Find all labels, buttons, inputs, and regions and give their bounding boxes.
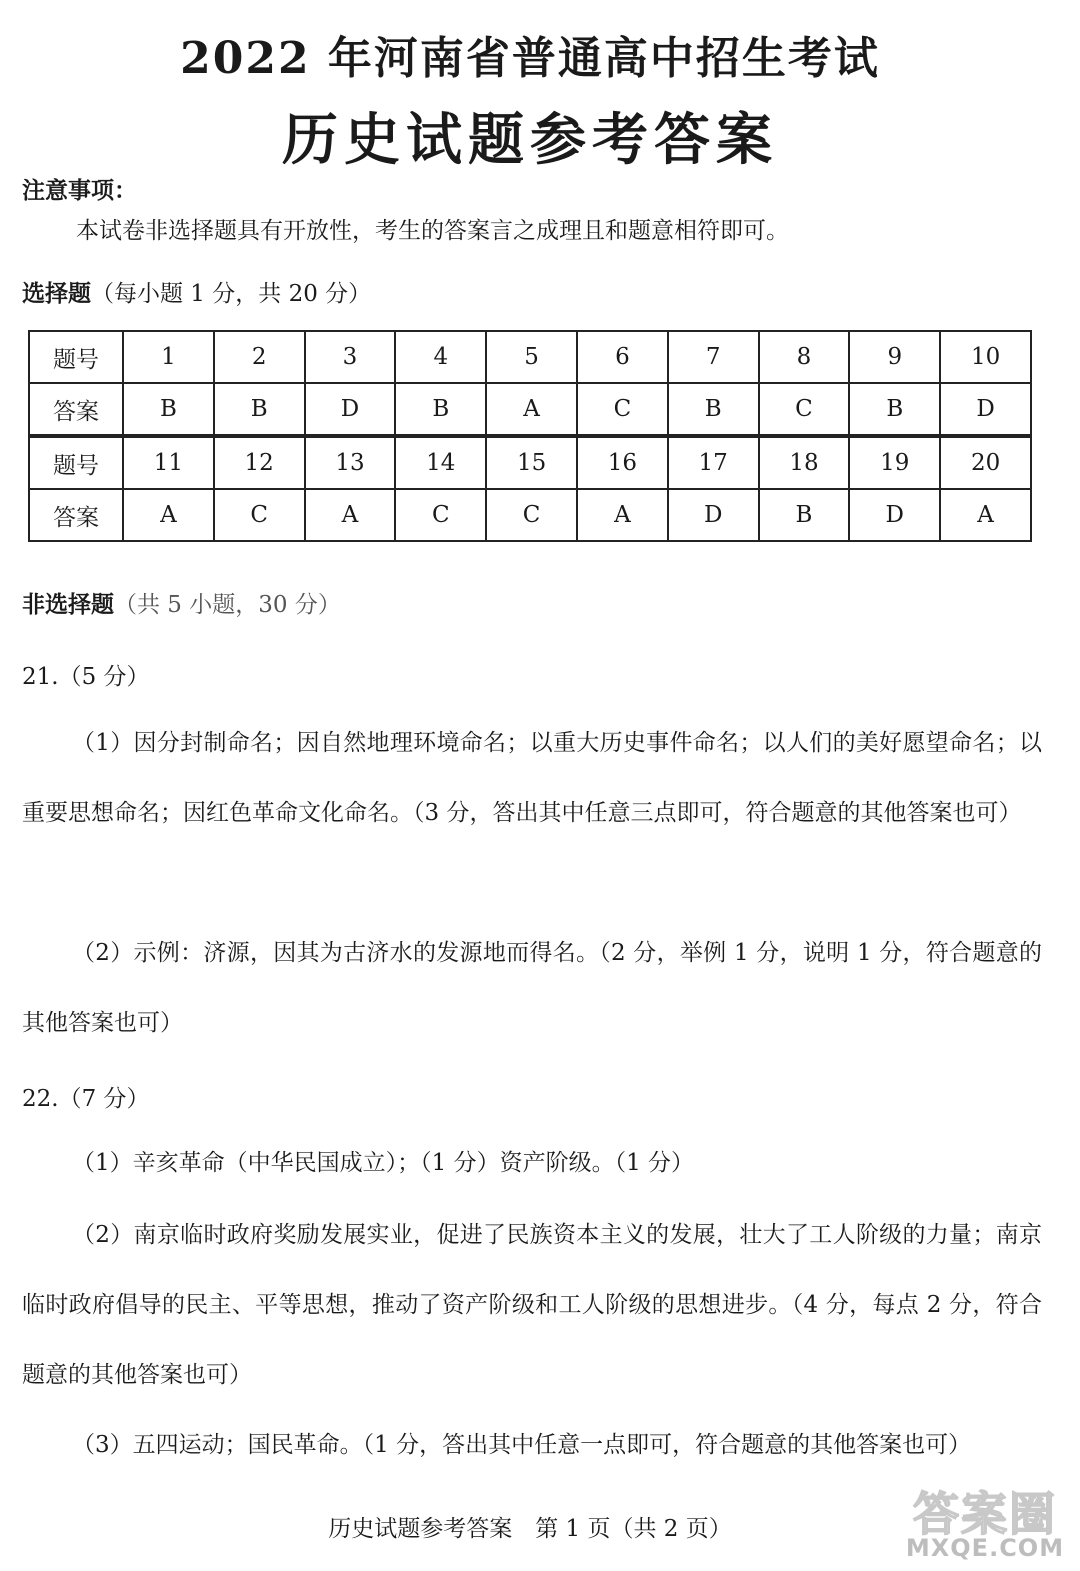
table-cell: A (486, 383, 577, 436)
table-row-answers-2 (29, 489, 1031, 541)
table-cell: B (123, 383, 214, 436)
table-cell: D (940, 383, 1031, 436)
table-cell: 12 (214, 436, 305, 489)
document-title: 历史试题参考答案 (282, 107, 778, 173)
table-cell: A (577, 489, 668, 541)
notice-heading: 注意事项： (22, 177, 137, 204)
nonchoice-section-title: 非选择题 (22, 591, 114, 618)
nonchoice-section-heading (22, 586, 341, 619)
table-cell: A (123, 489, 214, 541)
question-21-number: 21.（5 分） (22, 664, 150, 690)
answer-table (28, 330, 1032, 542)
row-label-answer: 答案 (29, 489, 123, 541)
exam-title: 2022 年河南省普通高中招生考试 (180, 33, 880, 84)
table-cell: D (668, 489, 759, 541)
choice-section-heading (22, 275, 371, 308)
table-cell: 13 (305, 436, 396, 489)
table-row-questions-2 (29, 436, 1031, 489)
question-22-part-1: （1）辛亥革命（中华民国成立）；（1 分）资产阶级。（1 分） (72, 1150, 695, 1176)
question-22-part-2: （2）南京临时政府奖励发展实业，促进了民族资本主义的发展，壮大了工人阶级的力量；南京临时政府倡导的民主、平等思想，推动了资产阶级和工人阶级的思想进步。（4 分，每点 2 分，符合题意的其他答案也可） (22, 1222, 1042, 1388)
table-cell: 11 (123, 436, 214, 489)
choice-section-note: （每小题 1 分，共 20 分） (91, 281, 372, 307)
table-cell: 3 (305, 331, 396, 383)
table-cell: B (668, 383, 759, 436)
table-cell: 15 (486, 436, 577, 489)
table-cell: 20 (940, 436, 1031, 489)
table-cell: B (759, 489, 850, 541)
table-cell: 6 (577, 331, 668, 383)
watermark-url: MXQE.COM (905, 1534, 1065, 1562)
table-cell: 16 (577, 436, 668, 489)
table-cell: B (849, 383, 940, 436)
watermark-logo (900, 1478, 1070, 1566)
table-cell: 4 (395, 331, 486, 383)
question-21-part-1: （1）因分封制命名；因自然地理环境命名；以重大历史事件命名；以人们的美好愿望命名；以重要思想命名；因红色革命文化命名。（3 分，答出其中任意三点即可，符合题意的其他答案也可） (22, 730, 1042, 826)
row-label-question: 题号 (29, 331, 123, 383)
table-cell: D (305, 383, 396, 436)
question-22-number: 22.（7 分） (22, 1086, 150, 1112)
table-cell: 18 (759, 436, 850, 489)
table-cell: 19 (849, 436, 940, 489)
table-cell: 5 (486, 331, 577, 383)
table-cell: C (214, 489, 305, 541)
page-footer: 历史试题参考答案 第 1 页（共 2 页） (328, 1516, 732, 1542)
notice-text: 本试卷非选择题具有开放性，考生的答案言之成理且和题意相符即可。 (76, 218, 789, 244)
question-21-part-2: （2）示例：济源，因其为古济水的发源地而得名。（2 分，举例 1 分，说明 1 分，符合题意的其他答案也可） (22, 940, 1042, 1036)
table-cell: 1 (123, 331, 214, 383)
nonchoice-section-note: （共 5 小题，30 分） (114, 592, 341, 618)
table-cell: 17 (668, 436, 759, 489)
table-cell: B (214, 383, 305, 436)
table-cell: C (395, 489, 486, 541)
table-cell: 9 (849, 331, 940, 383)
table-cell: 2 (214, 331, 305, 383)
question-22-part-3: （3）五四运动；国民革命。（1 分，答出其中任意一点即可，符合题意的其他答案也可） (72, 1432, 972, 1458)
table-cell: B (395, 383, 486, 436)
table-cell: 8 (759, 331, 850, 383)
table-cell: C (759, 383, 850, 436)
table-row-answers-1 (29, 383, 1031, 436)
table-cell: C (577, 383, 668, 436)
table-cell: 7 (668, 331, 759, 383)
table-cell: A (305, 489, 396, 541)
table-cell: D (849, 489, 940, 541)
watermark-text: 答案圈 (913, 1487, 1057, 1541)
table-cell: 10 (940, 331, 1031, 383)
table-cell: C (486, 489, 577, 541)
choice-section-title: 选择题 (22, 280, 91, 307)
row-label-question: 题号 (29, 436, 123, 489)
row-label-answer: 答案 (29, 383, 123, 436)
table-row-questions-1 (29, 331, 1031, 383)
table-cell: 14 (395, 436, 486, 489)
table-cell: A (940, 489, 1031, 541)
